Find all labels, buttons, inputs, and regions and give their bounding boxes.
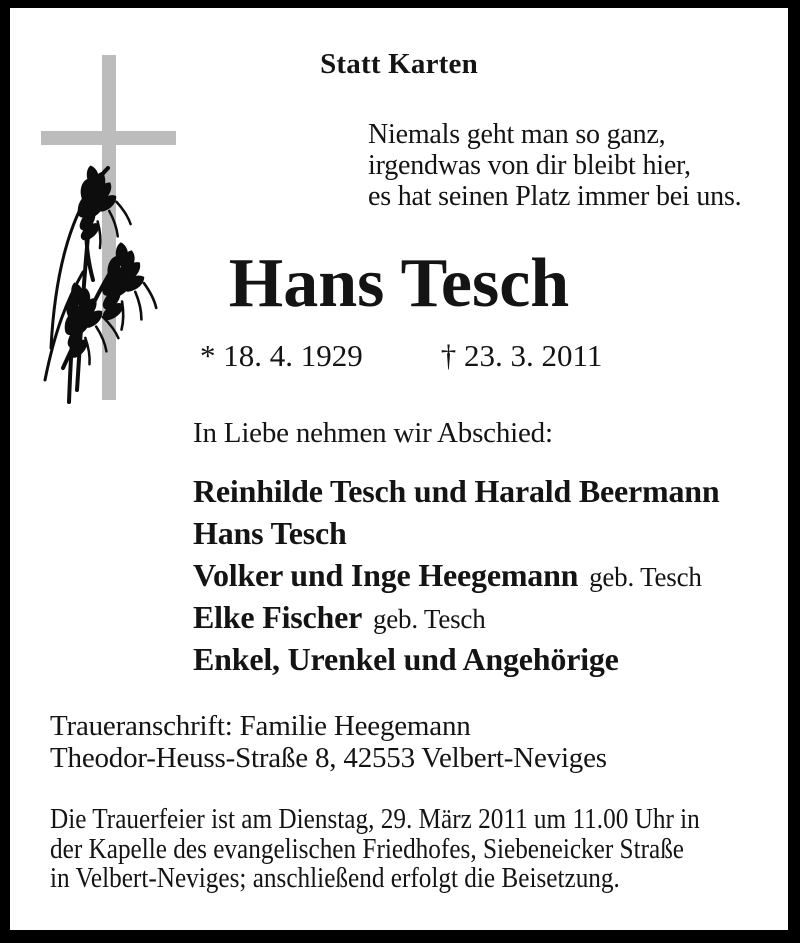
mourner-name: Enkel, Urenkel und Angehörige [193, 641, 619, 677]
funeral-details [50, 805, 700, 894]
birth-date: * 18. 4. 1929 [200, 338, 363, 373]
mourning-address [50, 710, 607, 774]
mourner-name: Volker und Inge Heegemann [193, 557, 579, 593]
header-statt-karten: Statt Karten [320, 48, 478, 80]
mourner-row [193, 513, 719, 555]
mourner-suffix: geb. Tesch [372, 604, 486, 634]
mourner-suffix: geb. Tesch [589, 562, 702, 592]
mourner-row [193, 555, 719, 597]
funeral-line: Die Trauerfeier ist am Dienstag, 29. März 2011 um 11.00 Uhr in [50, 803, 700, 835]
farewell-intro: In Liebe nehmen wir Abschied: [193, 417, 553, 449]
poem-line: Niemals geht man so ganz, [368, 119, 666, 150]
notice-sheet [10, 8, 788, 930]
funeral-line: der Kapelle des evangelischen Friedhofes, Siebeneicker Straße [50, 832, 685, 865]
memorial-poem [368, 119, 741, 212]
life-dates [200, 338, 602, 374]
deceased-name: Hans Tesch [228, 245, 570, 322]
funeral-line: in Velbert-Neviges; anschließend erfolgt die Beisetzung. [50, 862, 620, 894]
mourner-row [193, 471, 719, 513]
address-line: Theodor-Heuss-Straße 8, 42553 Velbert-Neviges [50, 742, 607, 774]
mourners-list [193, 471, 719, 681]
mourner-name: Elke Fischer [193, 599, 363, 635]
mourner-row [193, 597, 719, 639]
poem-line: irgendwas von dir bleibt hier, [368, 150, 691, 181]
mourner-name: Hans Tesch [193, 515, 347, 551]
address-line: Traueranschrift: Familie Heegemann [50, 710, 471, 742]
death-date: † 23. 3. 2011 [440, 338, 603, 373]
poem-line: es hat seinen Platz immer bei uns. [368, 181, 742, 212]
mourner-row [193, 639, 719, 681]
mourner-name: Reinhilde Tesch und Harald Beermann [193, 473, 720, 509]
cross-wheat-illustration [33, 50, 198, 415]
cross-icon [41, 55, 176, 400]
